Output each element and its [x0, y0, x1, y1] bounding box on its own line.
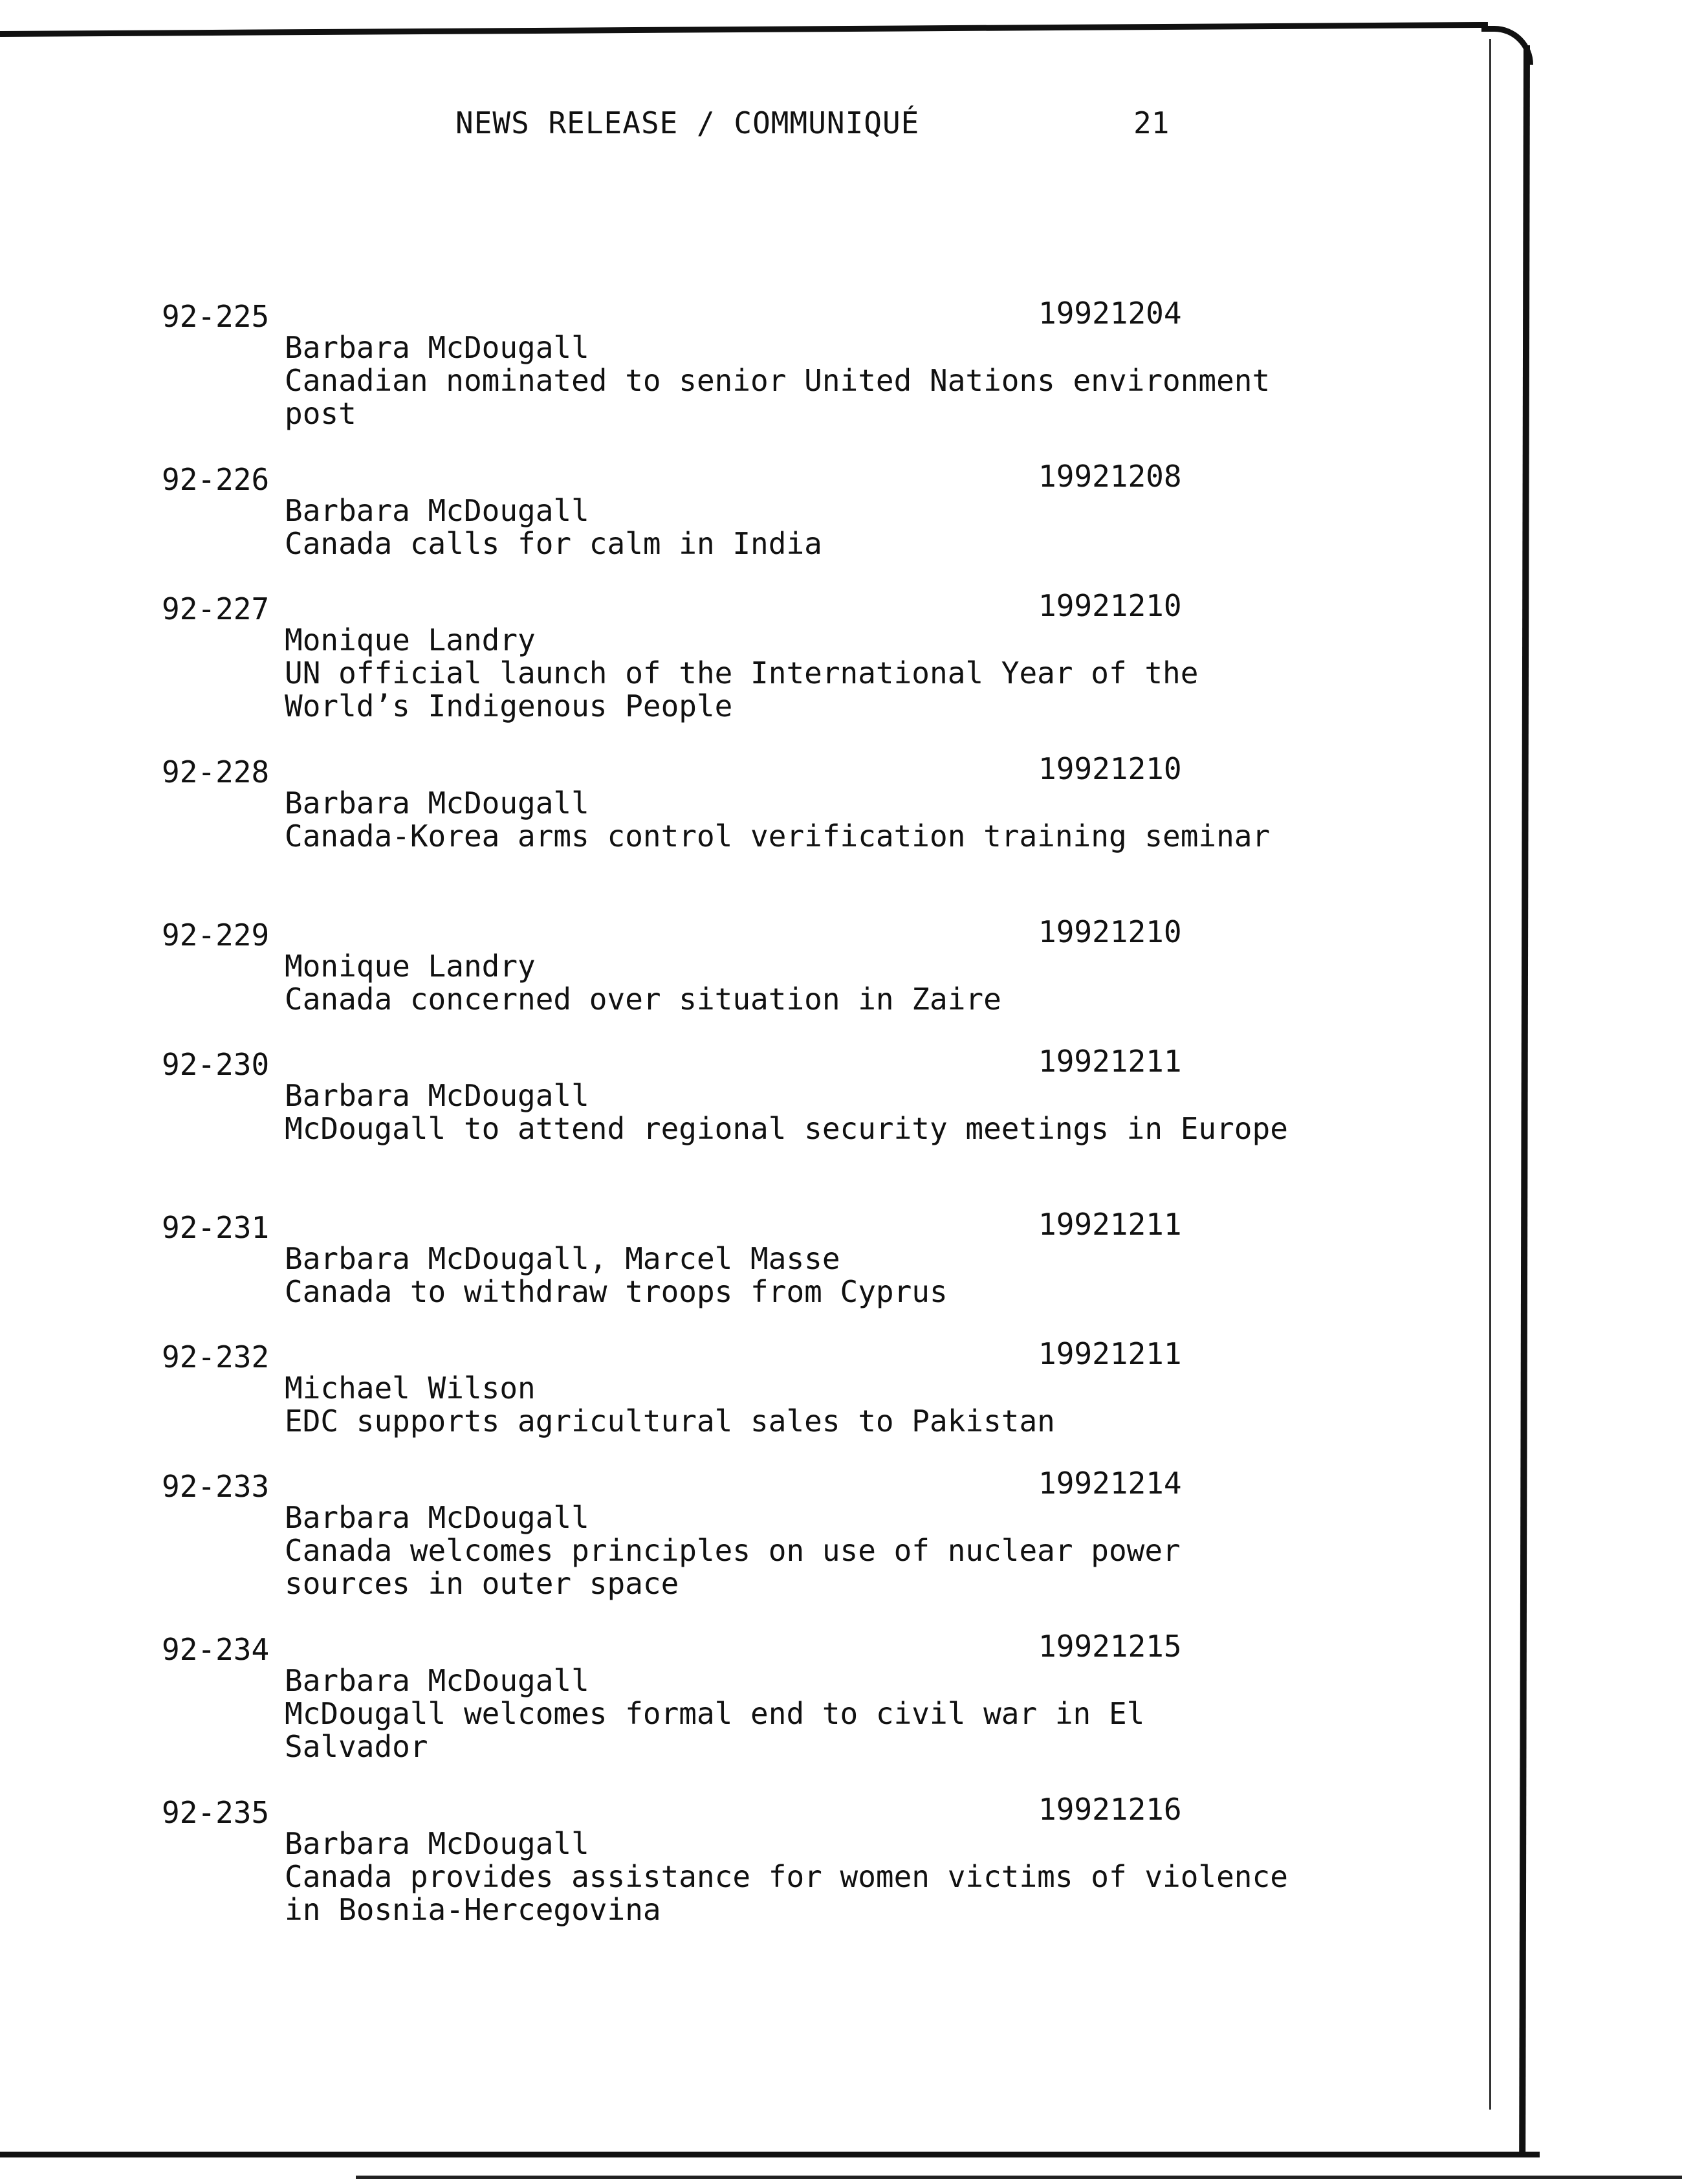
release-title: Canada provides assistance for women victims of violence in Bosnia-Hercegovina	[285, 1859, 1288, 1927]
release-title: Canadian nominated to senior United Nations environment post	[285, 363, 1271, 431]
release-title: McDougall to attend regional security meetings in Europe	[285, 1111, 1288, 1146]
release-author: Monique Landry	[285, 949, 536, 984]
page-border-right	[1519, 45, 1530, 2156]
release-body	[285, 1372, 1294, 1438]
release-number: 92-227	[162, 591, 270, 626]
release-author: Barbara McDougall, Marcel Masse	[285, 1241, 840, 1276]
release-body	[285, 950, 1294, 1016]
release-number: 92-226	[162, 462, 270, 497]
news-release-entry	[0, 1207, 1488, 1340]
release-body	[285, 1827, 1294, 1926]
news-release-entry	[0, 1466, 1488, 1632]
release-author: Barbara McDougall	[285, 1500, 589, 1535]
release-title: EDC supports agricultural sales to Pakistan	[285, 1404, 1055, 1439]
release-body	[285, 1242, 1294, 1308]
news-release-entry	[0, 296, 1488, 462]
release-number: 92-225	[162, 299, 270, 334]
release-body	[285, 787, 1294, 853]
news-release-entry	[0, 588, 1488, 755]
release-date: 19921210	[1038, 751, 1182, 786]
release-number: 92-229	[162, 918, 270, 953]
release-number: 92-234	[162, 1632, 270, 1667]
release-author: Barbara McDougall	[285, 330, 589, 365]
release-number: 92-235	[162, 1795, 270, 1830]
page-edge-line	[1489, 39, 1491, 2110]
release-author: Barbara McDougall	[285, 1826, 589, 1861]
news-release-entry	[0, 751, 1488, 918]
release-author: Michael Wilson	[285, 1371, 536, 1406]
release-number: 92-232	[162, 1340, 270, 1374]
release-title: Canada calls for calm in India	[285, 526, 822, 561]
news-release-list	[0, 296, 1488, 1958]
news-release-entry	[0, 459, 1488, 591]
news-release-entry	[0, 1336, 1488, 1469]
release-number: 92-228	[162, 755, 270, 789]
page-header-title: NEWS RELEASE / COMMUNIQUÉ	[455, 105, 920, 140]
news-release-entry	[0, 1629, 1488, 1795]
release-body	[285, 1664, 1294, 1763]
page-edge-bottom-line	[356, 2176, 1682, 2179]
release-title: Canada to withdraw troops from Cyprus	[285, 1274, 948, 1309]
release-number: 92-233	[162, 1469, 270, 1504]
release-date: 19921216	[1038, 1792, 1182, 1827]
page-border-bottom	[0, 2152, 1540, 2157]
release-title: UN official launch of the International Year of the World’s Indigenous People	[285, 656, 1199, 723]
release-author: Barbara McDougall	[285, 786, 589, 821]
news-release-entry	[0, 914, 1488, 1047]
release-body	[285, 624, 1294, 723]
release-title: Canada concerned over situation in Zaire	[285, 982, 1001, 1017]
release-body	[285, 494, 1294, 560]
release-title: Canada-Korea arms control verification training seminar	[285, 819, 1271, 854]
release-author: Barbara McDougall	[285, 1663, 589, 1698]
release-date: 19921215	[1038, 1629, 1182, 1664]
release-title: Canada welcomes principles on use of nuclear power sources in outer space	[285, 1533, 1181, 1601]
release-date: 19921211	[1038, 1207, 1182, 1242]
page-number: 21	[1133, 105, 1170, 140]
news-release-entry	[0, 1792, 1488, 1958]
release-author: Monique Landry	[285, 623, 536, 657]
release-body	[285, 1501, 1294, 1600]
release-author: Barbara McDougall	[285, 1078, 589, 1113]
release-body	[285, 1079, 1294, 1145]
release-date: 19921210	[1038, 588, 1182, 623]
release-number: 92-231	[162, 1210, 270, 1245]
release-date: 19921204	[1038, 296, 1182, 331]
release-date: 19921214	[1038, 1466, 1182, 1501]
release-author: Barbara McDougall	[285, 493, 589, 528]
release-date: 19921208	[1038, 459, 1182, 494]
release-date: 19921211	[1038, 1336, 1182, 1371]
release-number: 92-230	[162, 1047, 270, 1082]
release-date: 19921211	[1038, 1044, 1182, 1079]
release-title: McDougall welcomes formal end to civil war in El Salvador	[285, 1696, 1145, 1764]
page-border-top	[0, 22, 1488, 37]
release-date: 19921210	[1038, 914, 1182, 949]
release-body	[285, 331, 1294, 430]
news-release-entry	[0, 1044, 1488, 1210]
